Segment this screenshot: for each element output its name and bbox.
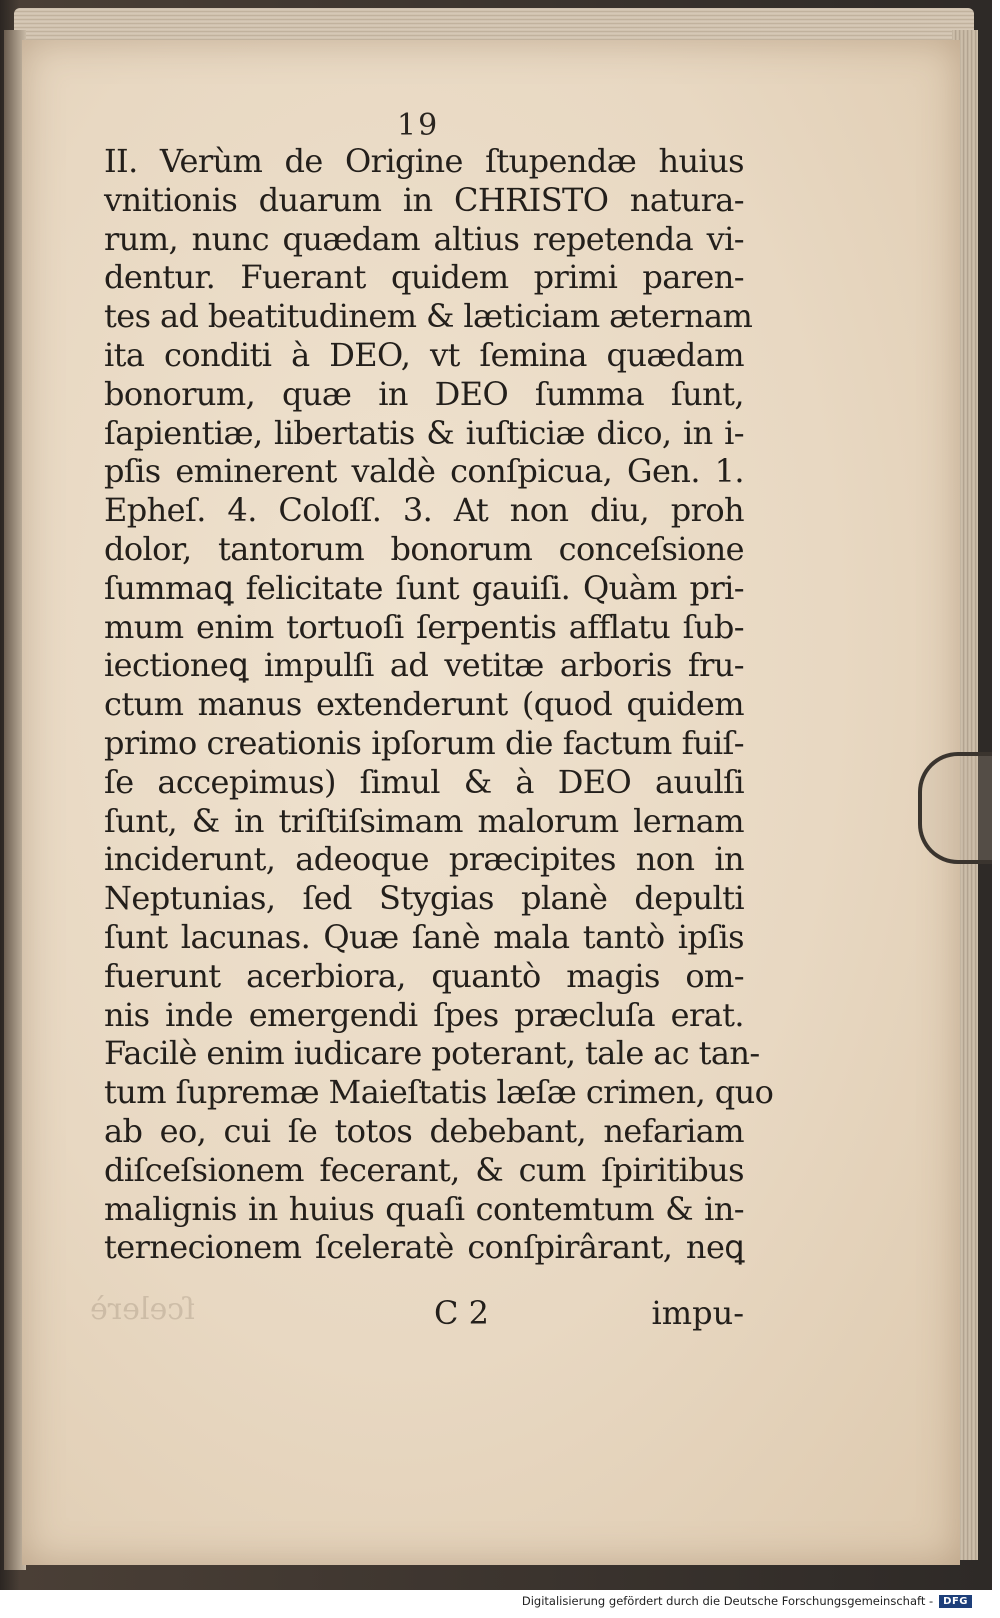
text-line: diſceſsionem fecerant, & cum ſpiritibus [104,1150,744,1189]
text-line: vnitionis duarum in CHRISTO natura- [104,180,744,219]
signature-mark: C 2 [434,1294,490,1332]
text-line: ſummaꝗ felicitate ſunt gauiſi. Quàm pri- [104,568,744,607]
text-line: inciderunt, adeoque præcipites non in [104,840,744,879]
bleed-through-text: ſcelerè [90,1292,196,1327]
text-line: dentur. Fuerant quidem primi paren- [104,258,744,297]
text-line: tum ſupremæ Maieſtatis læſæ crimen, quo [104,1073,774,1112]
text-line: ſunt, & in triſtiſsimam malorum lernam [104,801,744,840]
text-line: ternecionem ſceleratè conſpirârant, neꝗ [104,1228,744,1267]
text-line: mum enim tortuoſi ſerpentis afflatu ſub- [104,607,744,646]
text-line: ab eo, cui ſe totos debebant, nefariam [104,1111,744,1150]
text-line: Neptunias, ſed Stygias planè depulti [104,879,744,918]
text-line: malignis in huius quaſi contemtum & in- [104,1189,744,1228]
book-clasp [918,752,992,864]
text-line: ſunt lacunas. Quæ ſanè mala tantò ipſis [104,917,744,956]
text-line: ſapientiæ, libertatis & iuſticiæ dico, in i- [104,413,744,452]
text-line: tes ad beatitudinem & læticiam æternam [104,297,753,336]
catchword: impu- [651,1294,744,1332]
text-line: ita conditi à DEO, vt ſemina quædam [104,335,744,374]
text-line: bonorum, quæ in DEO ſumma ſunt, [104,374,744,413]
text-line: ſe accepimus) ſimul & à DEO auulſi [104,762,744,801]
text-line: Epheſ. 4. Coloſſ. 3. At non diu, proh [104,491,744,530]
text-line: primo creationis ipſorum die factum fuiſ- [104,723,744,762]
credit-text: Digitalisierung gefördert durch die Deutsche Forschungsgemeinschaft - [521,1594,934,1608]
text-line: Facilè enim iudicare poterant, tale ac tan- [104,1034,760,1073]
text-line: ctum manus extenderunt (quod quidem [104,685,744,724]
text-line: iectioneꝗ impulſi ad vetitæ arboris fru- [104,646,744,685]
text-line: II. Verùm de Origine ſtupendæ huius [104,142,744,180]
page-text-block [104,142,774,1267]
text-line: fuerunt acerbiora, quantò magis om- [104,956,744,995]
text-line: pſis eminerent valdè conſpicua, Gen. 1. [104,452,744,491]
text-line: rum, nunc quædam altius repetenda vi- [104,219,744,258]
text-line: dolor, tantorum bonorum conceſsione [104,529,744,568]
signature-line [104,1294,744,1332]
digitization-credit [522,1594,972,1608]
dfg-logo: DFG [939,1595,972,1608]
page-number: 19 [397,108,440,143]
text-line: nis inde emergendi ſpes præcluſa erat. [104,995,744,1034]
